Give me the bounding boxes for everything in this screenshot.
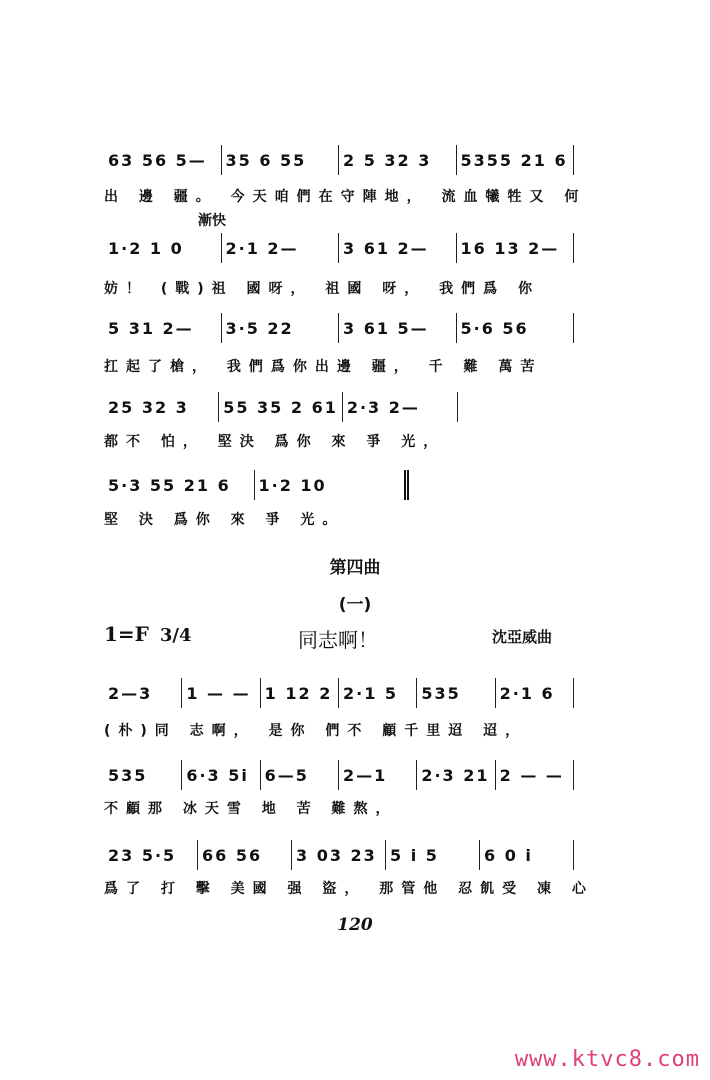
watermark: www.ktvc8.com: [514, 1047, 700, 1072]
measure: 2 — —: [496, 760, 574, 790]
notation-row: [104, 470, 409, 500]
notation-row: [104, 392, 458, 422]
notation-row: [104, 840, 574, 870]
song-number: (一): [338, 595, 372, 615]
measure: 2·1 5: [339, 678, 417, 708]
song-title: 同志啊！: [298, 628, 378, 652]
measure: 2·1 6: [496, 678, 574, 708]
measure: 5355 21 6: [457, 145, 575, 175]
measure: 3 61 5—: [339, 313, 457, 343]
lyrics-line: 堅 決 爲你 來 爭 光。: [104, 512, 345, 528]
measure: 55 35 2 61: [219, 392, 343, 422]
measure: 5·3 55 21 6: [104, 470, 255, 500]
measure: 1 12 2: [261, 678, 339, 708]
lyrics-line: 出 邊 疆。 今天咱們在守陣地， 流血犧牲又 何: [104, 189, 587, 205]
lyrics-line: 爲了 打 擊 美國 强 盜， 那管他 忍飢受 凍 心: [104, 881, 594, 897]
notation-row: [104, 678, 574, 708]
measure: 535: [104, 760, 182, 790]
key: 1=F: [104, 622, 149, 646]
measure: 535: [417, 678, 495, 708]
measure: 63 56 5—: [104, 145, 222, 175]
measure: 5 i 5: [386, 840, 480, 870]
page-number: 120: [337, 915, 373, 935]
measure: 23 5·5: [104, 840, 198, 870]
measure: 2—3: [104, 678, 182, 708]
measure: 3 61 2—: [339, 233, 457, 263]
key-signature: [104, 622, 191, 646]
measure: 5 31 2—: [104, 313, 222, 343]
measure: 6·3 5i: [182, 760, 260, 790]
measure: 2—1: [339, 760, 417, 790]
notation-row: [104, 760, 574, 790]
notation-row: [104, 233, 574, 263]
composer: 沈亞威曲: [492, 628, 553, 646]
measure: 1·2 10: [255, 470, 410, 500]
measure: 16 13 2—: [457, 233, 575, 263]
measure: 2·3 2—: [343, 392, 458, 422]
measure: 66 56: [198, 840, 292, 870]
measure: 2 5 32 3: [339, 145, 457, 175]
tempo-mark: 漸快: [198, 213, 226, 229]
measure: 3 03 23: [292, 840, 386, 870]
measure: 1·2 1 0: [104, 233, 222, 263]
measure: 6 0 i: [480, 840, 574, 870]
measure: 1 — —: [182, 678, 260, 708]
measure: 6—5: [261, 760, 339, 790]
notation-row: [104, 313, 574, 343]
time-signature: 3/4: [159, 625, 192, 646]
measure: 2·3 21: [417, 760, 495, 790]
measure: 25 32 3: [104, 392, 219, 422]
lyrics-line: 妨！ (戰)祖 國呀， 祖國 呀， 我們爲 你: [104, 281, 541, 297]
lyrics-line: 扛起了槍， 我們爲你出邊 疆， 千 難 萬苦: [104, 359, 543, 375]
lyrics-line: 不顧那 冰天雪 地 苦 難熬，: [104, 801, 398, 817]
measure: 3·5 22: [222, 313, 340, 343]
measure: 35 6 55: [222, 145, 340, 175]
lyrics-line: (朴)同 志啊， 是你 們不 顧千里迢 迢，: [104, 723, 528, 739]
measure: 5·6 56: [457, 313, 575, 343]
lyrics-line: 都不 怕， 堅決 爲你 來 爭 光，: [104, 434, 446, 450]
section-heading: 第四曲: [329, 558, 381, 578]
notation-row: [104, 145, 574, 175]
measure: 2·1 2—: [222, 233, 340, 263]
